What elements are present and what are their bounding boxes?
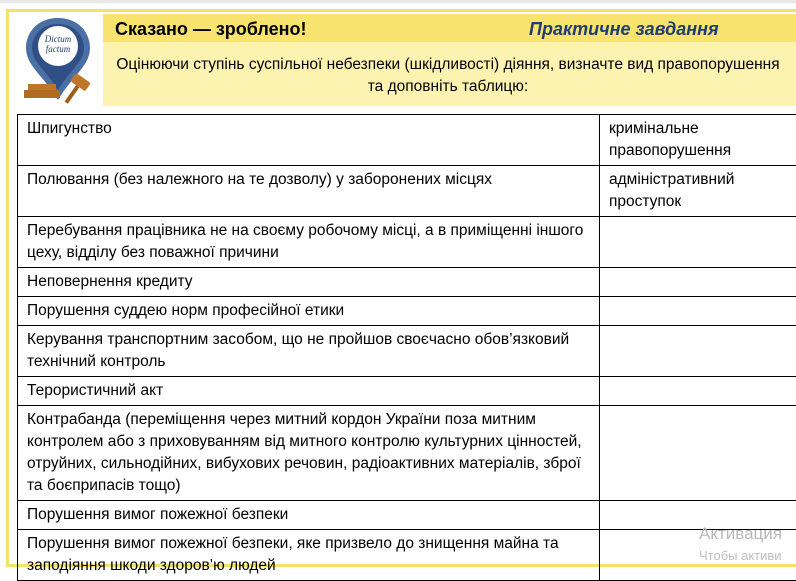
logo-text-line2: factum (46, 44, 71, 54)
offense-act-cell: Контрабанда (переміщення через митний кордон України поза митним контролем або з приховуванням від митного контролю культурних цінностей, отруйних, сильнодійних, вибухових речовин, радіоактивних матеріалів, зброї та боєприпасів тощо) (18, 406, 600, 501)
table-row (18, 297, 796, 326)
header-subtitle: Практичне завдання (529, 19, 719, 40)
offense-act-cell: Терористичний акт (18, 377, 600, 406)
offense-act-cell: Полювання (без належного на те дозволу) у заборонених місцях (18, 166, 600, 217)
task-header (103, 14, 796, 106)
table-row (18, 326, 796, 377)
table-row (18, 268, 796, 297)
offense-type-cell[interactable] (600, 406, 796, 501)
table-row (18, 217, 796, 268)
header-title: Сказано — зроблено! (115, 19, 307, 40)
dictum-factum-logo (20, 14, 96, 106)
offense-type-cell[interactable]: кримінальне правопорушення (600, 115, 796, 166)
task-instruction: Оцінюючи ступінь суспільної небезпеки (шкідливості) діяння, визначте вид правопорушення та доповніть таблицю: (113, 54, 783, 98)
top-divider (0, 0, 796, 3)
offenses-table (17, 114, 796, 581)
offense-act-cell: Порушення суддею норм професійної етики (18, 297, 600, 326)
offense-act-cell: Перебування працівника не на своєму робочому місці, а в приміщенні іншого цеху, відділу без поважної причини (18, 217, 600, 268)
offense-type-cell[interactable] (600, 297, 796, 326)
offense-act-cell: Шпигунство (18, 115, 600, 166)
offense-type-cell[interactable] (600, 326, 796, 377)
offense-act-cell: Керування транспортним засобом, що не пройшов своєчасно обов’язковий технічний контроль (18, 326, 600, 377)
offense-type-cell[interactable]: адміністративний проступок (600, 166, 796, 217)
offense-act-cell: Порушення вимог пожежної безпеки (18, 501, 600, 530)
logo-text-line1: Dictum (44, 34, 72, 44)
table-row (18, 501, 796, 530)
offense-type-cell[interactable] (600, 217, 796, 268)
offense-type-cell[interactable] (600, 268, 796, 297)
activation-watermark: Активация (699, 524, 782, 544)
offense-act-cell: Порушення вимог пожежної безпеки, яке призвело до знищення майна та заподіяння шкоди здоров’ю людей (18, 530, 600, 581)
table-row (18, 406, 796, 501)
offense-act-cell: Неповернення кредиту (18, 268, 600, 297)
offenses-table-body (18, 115, 796, 581)
table-row (18, 377, 796, 406)
gavel-icon (20, 14, 96, 106)
activation-watermark-hint: Чтобы активи (699, 548, 782, 563)
table-row (18, 115, 796, 166)
table-row (18, 166, 796, 217)
offense-type-cell[interactable] (600, 377, 796, 406)
